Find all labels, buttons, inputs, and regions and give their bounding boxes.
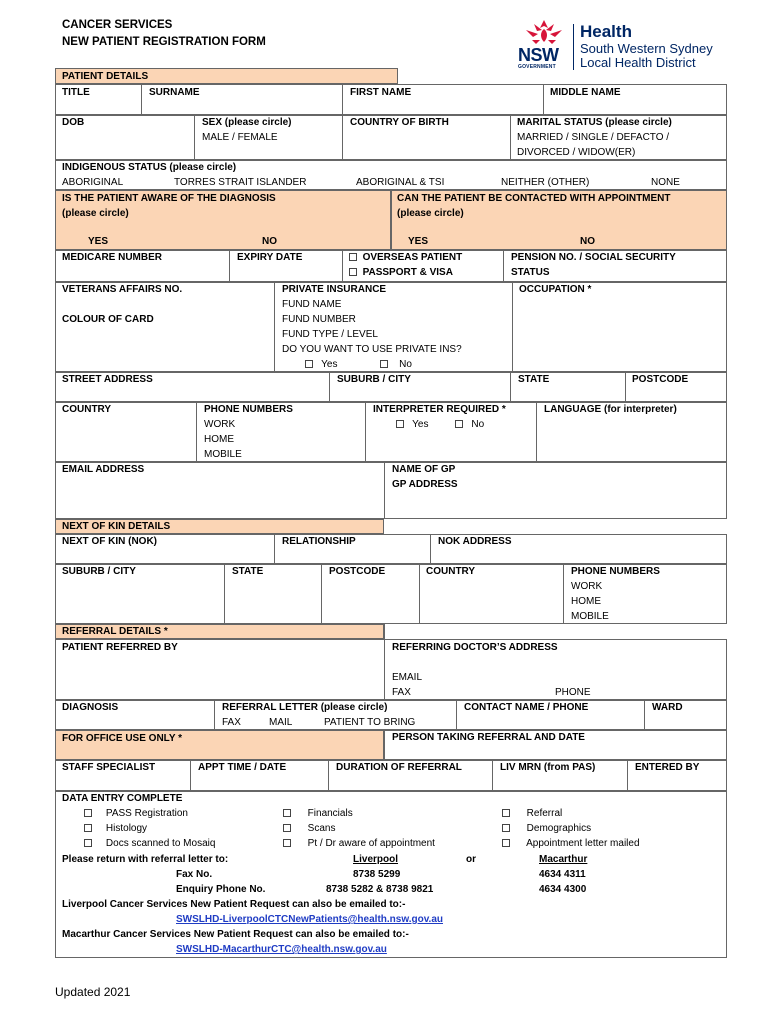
person-taking-field[interactable]: PERSON TAKING REFERRAL AND DATE (392, 732, 585, 743)
contact-no[interactable]: NO (580, 236, 595, 247)
fund-type-field[interactable]: FUND TYPE / LEVEL (282, 329, 378, 340)
nok-suburb-field[interactable]: SUBURB / CITY (62, 566, 136, 577)
indigenous-option[interactable]: TORRES STRAIT ISLANDER (174, 177, 307, 188)
passport-visa-checkbox[interactable]: PASSPORT & VISA (349, 267, 453, 279)
letter-fax-option[interactable]: FAX (222, 717, 241, 728)
liverpool-phone: 8738 5282 & 8738 9821 (326, 884, 434, 895)
referral-details-header: REFERRAL DETAILS * (55, 624, 384, 639)
form-heading-line1: CANCER SERVICES (62, 19, 173, 31)
logo-government: GOVERNMENT (518, 64, 556, 70)
private-no-checkbox[interactable]: No (380, 359, 412, 371)
sex-options[interactable]: MALE / FEMALE (202, 132, 278, 143)
liverpool-email-link[interactable]: SWSLHD-LiverpoolCTCNewPatients@health.nsw.gov.au (176, 914, 443, 925)
scans-checkbox[interactable]: Scans (283, 823, 335, 835)
letter-bring-option[interactable]: PATIENT TO BRING (324, 717, 416, 728)
docs-scanned-checkbox[interactable]: Docs scanned to Mosaiq (84, 838, 215, 850)
pt-dr-aware-checkbox[interactable]: Pt / Dr aware of appointment (283, 838, 435, 850)
phone-numbers-label: PHONE NUMBERS (204, 404, 293, 415)
marital-options-2[interactable]: DIVORCED / WIDOW(ER) (517, 147, 636, 158)
liverpool-email-text: Liverpool Cancer Services New Patient Request can also be emailed to:- (62, 899, 406, 910)
nok-mobile-phone[interactable]: MOBILE (571, 611, 609, 622)
indigenous-label: INDIGENOUS STATUS (please circle) (62, 162, 237, 173)
postcode-field[interactable]: POSTCODE (632, 374, 689, 385)
demographics-checkbox[interactable]: Demographics (502, 823, 591, 835)
language-field[interactable]: LANGUAGE (for interpreter) (544, 404, 677, 415)
aware-yes[interactable]: YES (88, 236, 109, 247)
indigenous-option[interactable]: NONE (651, 177, 680, 188)
doctor-email-field[interactable]: EMAIL (392, 672, 423, 683)
dob-field[interactable]: DOB (62, 117, 85, 128)
medicare-number-field[interactable]: MEDICARE NUMBER (62, 252, 162, 263)
patient-details-header: PATIENT DETAILS (55, 68, 398, 84)
office-use-header: FOR OFFICE USE ONLY * (55, 730, 384, 760)
home-phone-field[interactable]: HOME (204, 434, 234, 445)
surname-field[interactable]: SURNAME (149, 87, 200, 98)
indigenous-option[interactable]: ABORIGINAL & TSI (356, 177, 445, 188)
logo-district-line2: Local Health District (580, 55, 696, 70)
contact-yes[interactable]: YES (408, 236, 429, 247)
form-heading-line2: NEW PATIENT REGISTRATION FORM (62, 36, 266, 48)
nok-phone-label: PHONE NUMBERS (571, 566, 660, 577)
sex-label: SEX (please circle) (202, 117, 292, 128)
data-entry-label: DATA ENTRY COMPLETE (62, 793, 183, 804)
middle-name-field[interactable]: MIDDLE NAME (550, 87, 621, 98)
logo-divider (573, 24, 574, 70)
duration-field[interactable]: DURATION OF REFERRAL (336, 762, 462, 773)
histology-checkbox[interactable]: Histology (84, 823, 147, 835)
liverpool-heading: Liverpool (353, 854, 399, 865)
appointment-letter-checkbox[interactable]: Appointment letter mailed (502, 838, 640, 850)
fax-label: Fax No. (176, 869, 213, 880)
country-of-birth-field[interactable]: COUNTRY OF BIRTH (350, 117, 449, 128)
fund-number-field[interactable]: FUND NUMBER (282, 314, 356, 325)
state-field[interactable]: STATE (518, 374, 550, 385)
mrn-field[interactable]: LIV MRN (from PAS) (500, 762, 596, 773)
interpreter-required-label: INTERPRETER REQUIRED * (373, 404, 506, 415)
email-address-field[interactable]: EMAIL ADDRESS (62, 464, 145, 475)
diagnosis-field[interactable]: DIAGNOSIS (62, 702, 119, 713)
letter-mail-option[interactable]: MAIL (269, 717, 293, 728)
nok-address-field[interactable]: NOK ADDRESS (438, 536, 512, 547)
staff-specialist-field[interactable]: STAFF SPECIALIST (62, 762, 156, 773)
liverpool-fax: 8738 5299 (353, 869, 401, 880)
aware-question: IS THE PATIENT AWARE OF THE DIAGNOSIS (62, 193, 276, 204)
ward-field[interactable]: WARD (652, 702, 683, 713)
macarthur-heading: Macarthur (539, 854, 588, 865)
financials-checkbox[interactable]: Financials (283, 808, 353, 820)
marital-options-1[interactable]: MARRIED / SINGLE / DEFACTO / (517, 132, 670, 143)
logo-nsw: NSW (518, 45, 559, 65)
gp-address-field[interactable]: GP ADDRESS (392, 479, 458, 490)
return-instructions: Please return with referral letter to: (62, 854, 229, 865)
indigenous-option[interactable]: ABORIGINAL (62, 177, 124, 188)
pension-status-label: STATUS (511, 267, 550, 278)
logo-district-line1: South Western Sydney (580, 41, 713, 56)
nok-home-phone[interactable]: HOME (571, 596, 601, 607)
pension-label[interactable]: PENSION NO. / SOCIAL SECURITY (511, 252, 676, 263)
interpreter-no-checkbox[interactable]: No (455, 419, 484, 431)
first-name-field[interactable]: FIRST NAME (350, 87, 412, 98)
macarthur-email-text: Macarthur Cancer Services New Patient Request can also be emailed to:- (62, 929, 409, 940)
nok-country-field[interactable]: COUNTRY (426, 566, 476, 577)
gp-name-field[interactable]: NAME OF GP (392, 464, 456, 475)
waratah-logo-icon (522, 18, 566, 46)
occupation-field[interactable]: OCCUPATION * (519, 284, 592, 295)
nok-name-field[interactable]: NEXT OF KIN (NOK) (62, 536, 157, 547)
marital-status-label: MARITAL STATUS (please circle) (517, 117, 672, 128)
work-phone-field[interactable]: WORK (204, 419, 236, 430)
fund-name-field[interactable]: FUND NAME (282, 299, 342, 310)
macarthur-fax: 4634 4311 (539, 869, 586, 880)
phone-label: Enquiry Phone No. (176, 884, 266, 895)
appt-time-field[interactable]: APPT TIME / DATE (198, 762, 287, 773)
country-field[interactable]: COUNTRY (62, 404, 112, 415)
nok-work-phone[interactable]: WORK (571, 581, 603, 592)
overseas-patient-checkbox[interactable]: OVERSEAS PATIENT (349, 252, 462, 264)
doctor-phone-field[interactable]: PHONE (555, 687, 591, 698)
private-insurance-label: PRIVATE INSURANCE (282, 284, 387, 295)
pass-registration-checkbox[interactable]: PASS Registration (84, 808, 188, 820)
expiry-date-field[interactable]: EXPIRY DATE (237, 252, 303, 263)
nok-postcode-field[interactable]: POSTCODE (329, 566, 386, 577)
interpreter-yes-checkbox[interactable]: Yes (396, 419, 428, 431)
nok-relationship-field[interactable]: RELATIONSHIP (282, 536, 356, 547)
doctor-address-field[interactable]: REFERRING DOCTOR’S ADDRESS (392, 642, 558, 653)
entered-by-field[interactable]: ENTERED BY (635, 762, 700, 773)
nok-state-field[interactable]: STATE (232, 566, 264, 577)
private-yes-checkbox[interactable]: Yes (305, 359, 337, 371)
veterans-affairs-field[interactable]: VETERANS AFFAIRS NO. (62, 284, 183, 295)
title-field[interactable]: TITLE (62, 87, 90, 98)
referral-checkbox[interactable]: Referral (502, 808, 562, 820)
contact-question: CAN THE PATIENT BE CONTACTED WITH APPOINTMENT (397, 193, 671, 204)
or-text: or (466, 854, 476, 865)
referral-letter-label: REFERRAL LETTER (please circle) (222, 702, 388, 713)
updated-date: Updated 2021 (55, 985, 131, 999)
indigenous-option[interactable]: NEITHER (OTHER) (501, 177, 590, 188)
aware-no[interactable]: NO (262, 236, 277, 247)
contact-name-phone-field[interactable]: CONTACT NAME / PHONE (464, 702, 589, 713)
contact-please-circle: (please circle) (397, 208, 464, 219)
macarthur-email-link[interactable]: SWSLHD-MacarthurCTC@health.nsw.gov.au (176, 944, 387, 955)
use-private-question: DO YOU WANT TO USE PRIVATE INS? (282, 344, 462, 355)
street-address-field[interactable]: STREET ADDRESS (62, 374, 153, 385)
suburb-city-field[interactable]: SUBURB / CITY (337, 374, 411, 385)
doctor-fax-field[interactable]: FAX (392, 687, 411, 698)
aware-please-circle: (please circle) (62, 208, 129, 219)
nok-details-header: NEXT OF KIN DETAILS (55, 519, 384, 534)
referred-by-field[interactable]: PATIENT REFERRED BY (62, 642, 178, 653)
macarthur-phone: 4634 4300 (539, 884, 587, 895)
logo-health: Health (580, 22, 632, 41)
mobile-phone-field[interactable]: MOBILE (204, 449, 242, 460)
email-gp-row (55, 462, 727, 519)
colour-of-card-field[interactable]: COLOUR OF CARD (62, 314, 154, 325)
